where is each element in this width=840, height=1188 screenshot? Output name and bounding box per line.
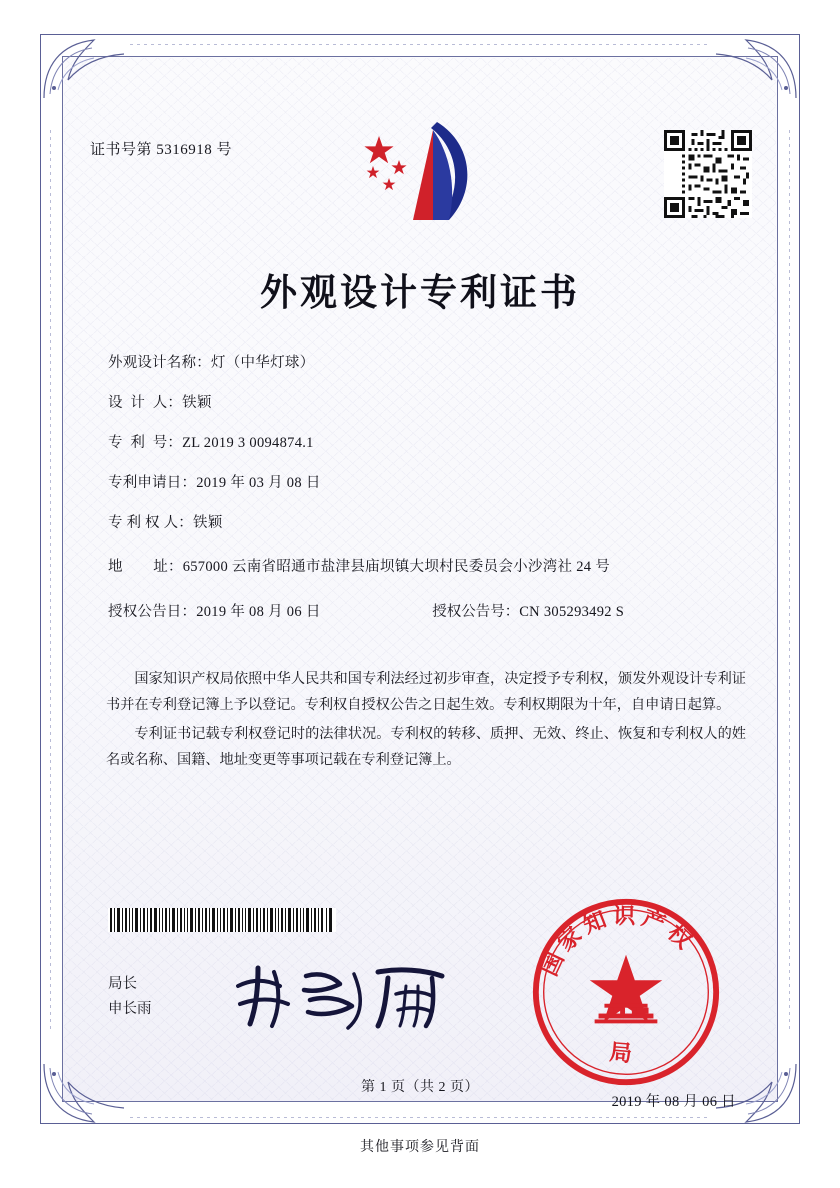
signatory-title: 局长 (108, 976, 137, 992)
field-label: 地 址： (108, 559, 183, 575)
certificate-number: 证书号第 5316918 号 (90, 142, 233, 158)
svg-text:国家知识产权: 国家知识产权 (536, 903, 700, 980)
handwritten-signature (228, 956, 458, 1036)
field-value: 2019 年 03 月 08 日 (196, 475, 321, 491)
field-value: 灯（中华灯球） (210, 355, 315, 371)
official-seal (528, 894, 724, 1090)
field-grant-announcement (108, 605, 738, 620)
svg-text:局: 局 (608, 1039, 634, 1068)
field-value-secondary: CN 305293492 S (519, 604, 625, 621)
barcode (108, 908, 336, 932)
field-value: ZL 2019 3 0094874.1 (182, 435, 314, 451)
qr-code (664, 130, 752, 218)
border-ornament-right (789, 130, 790, 1030)
cnipa-logo (345, 116, 495, 228)
field-patentee (108, 516, 738, 531)
signatory-block (108, 972, 152, 1023)
field-value: 铁颖 (192, 515, 223, 531)
field-value: 2019 年 08 月 06 日 (196, 604, 321, 621)
field-address (108, 556, 738, 580)
field-label: 专 利 号： (108, 435, 183, 451)
field-label: 授权公告日： (108, 604, 197, 621)
page-title: 外观设计专利证书 (260, 270, 580, 314)
field-label-secondary: 授权公告号： (432, 604, 520, 621)
seal-date: 2019 年 08 月 06 日 (611, 1094, 736, 1110)
field-designer (108, 396, 738, 411)
field-label: 专 利 权 人： (108, 515, 193, 531)
field-application-date (108, 476, 738, 491)
field-label: 外观设计名称： (108, 355, 211, 371)
field-design-name (108, 356, 738, 371)
border-ornament-bottom (130, 1117, 710, 1118)
field-label: 设 计 人： (108, 395, 183, 411)
field-label: 专利申请日： (108, 475, 197, 491)
footer-note: 其他事项参见背面 (360, 1140, 480, 1155)
legal-text (106, 666, 746, 775)
paragraph-1: 国家知识产权局依照中华人民共和国专利法经过初步审查，决定授予专利权，颁发外观设计专利证书并在专利登记簿上予以登记。专利权自授权公告之日起生效。专利权期限为十年，自申请日起算。 (106, 671, 746, 714)
paragraph-2: 专利证书记载专利权登记时的法律状况。专利权的转移、质押、无效、终止、恢复和专利权人的姓名或名称、国籍、地址变更等事项记载在专利登记簿上。 (106, 725, 746, 768)
field-list (108, 356, 738, 645)
signatory-name: 申长雨 (108, 1001, 152, 1018)
field-value: 657000 云南省昭通市盐津县庙坝镇大坝村民委员会小沙湾社 24 号 (182, 559, 611, 575)
border-ornament-left (50, 130, 51, 1030)
border-ornament-top (130, 44, 710, 45)
certificate-content (62, 56, 778, 1110)
field-patent-number (108, 436, 738, 451)
page-indicator: 第 1 页（共 2 页） (361, 1080, 479, 1095)
field-value: 铁颖 (182, 395, 212, 411)
